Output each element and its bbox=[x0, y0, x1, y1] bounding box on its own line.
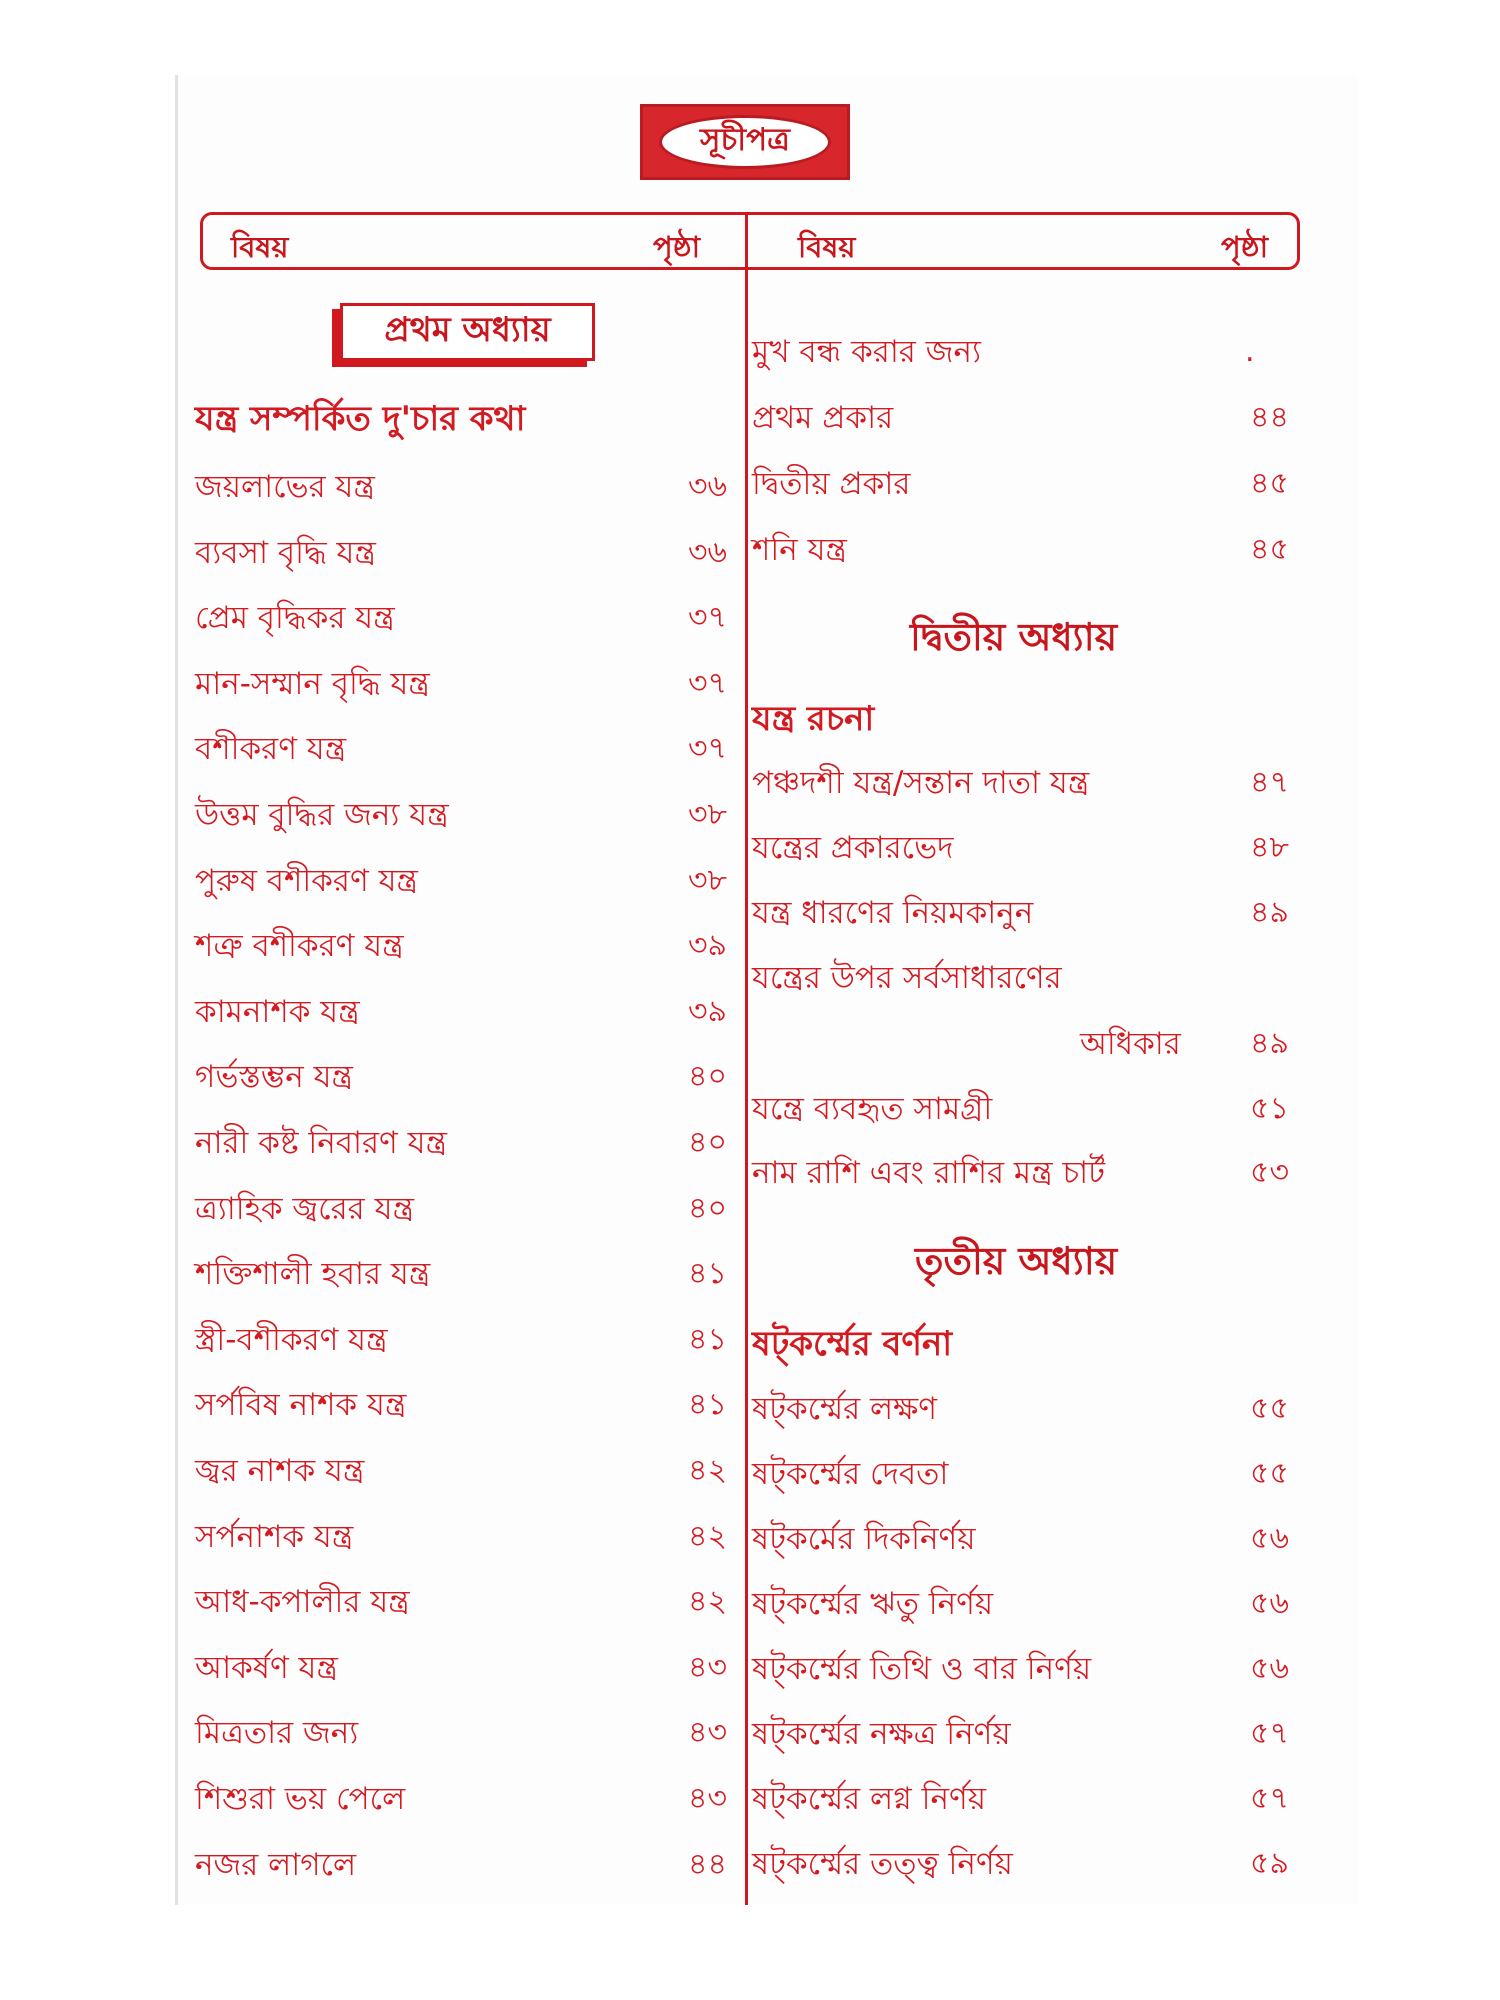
left-entry-page: ৩৯ bbox=[688, 928, 727, 964]
right-entry-page: ৪৪ bbox=[1250, 400, 1289, 435]
right-entry-text: ষট্‌কর্ম্মের তিথি ও বার নির্ণয় bbox=[752, 1651, 1092, 1687]
left-entry-page: ৩৭ bbox=[688, 665, 728, 701]
right-page-header: পৃষ্ঠা bbox=[1221, 230, 1268, 264]
right-entry-text: ষট্‌কর্ম্মের দেবতা bbox=[752, 1456, 949, 1492]
right-entry-text: দ্বিতীয় প্রকার bbox=[752, 466, 911, 502]
right-entry-text: ষট্‌কর্ম্মের ঋতু নির্ণয় bbox=[752, 1586, 994, 1622]
page-title: সূচীপত্র bbox=[659, 115, 831, 169]
left-entry-page: ৪২ bbox=[688, 1518, 727, 1554]
right-subject-header: বিষয় bbox=[798, 230, 856, 264]
left-entry-text: সর্পনাশক যন্ত্র bbox=[195, 1518, 354, 1555]
left-entry-page: ৩৭ bbox=[688, 600, 728, 636]
right-entry-page: ৫৭ bbox=[1250, 1716, 1289, 1751]
left-entry-text: আকর্ষণ যন্ত্র bbox=[195, 1649, 338, 1686]
right-entry-page: ৫৫ bbox=[1250, 1391, 1289, 1426]
left-entry-text: শিশুরা ভয় পেলে bbox=[195, 1781, 406, 1817]
left-entry-text: বশীকরণ যন্ত্র bbox=[195, 731, 347, 768]
left-entry-page: ৩৮ bbox=[688, 862, 727, 898]
left-entry-page: ৪৩ bbox=[688, 1649, 727, 1685]
left-page-header: পৃষ্ঠা bbox=[653, 230, 700, 264]
right-entry-page: ৪৫ bbox=[1250, 466, 1289, 501]
left-entry-page: ৪১ bbox=[688, 1256, 727, 1292]
left-entry-page: ৩৬ bbox=[688, 469, 728, 504]
left-entry-text: প্রেম বৃদ্ধিকর যন্ত্র bbox=[195, 600, 395, 637]
right-entry-page: ৪৭ bbox=[1250, 765, 1289, 800]
right-entry-text: ষট্‌কর্মের দিকনির্ণয় bbox=[752, 1521, 976, 1557]
left-entry-text: কামনাশক যন্ত্র bbox=[195, 993, 360, 1030]
left-entry-text: আধ-কপালীর যন্ত্র bbox=[195, 1584, 410, 1621]
left-entry-text: নজর লাগলে bbox=[195, 1846, 357, 1883]
right-entry-page: ৫৬ bbox=[1250, 1651, 1289, 1686]
right-entry-text: ষট্‌কর্ম্মের লক্ষণ bbox=[752, 1391, 938, 1427]
left-entry-text: শত্রু বশীকরণ যন্ত্র bbox=[195, 928, 404, 965]
left-entry-page: ৩৯ bbox=[688, 993, 727, 1029]
chapter-3-title: তৃতীয় অধ্যায় bbox=[915, 1239, 1118, 1283]
right-entry-page: ৪৫ bbox=[1250, 532, 1289, 567]
right-entry-text: যন্ত্রে ব্যবহৃত সামগ্রী bbox=[752, 1091, 993, 1127]
left-entry-page: ৪৩ bbox=[688, 1781, 727, 1816]
multiline-entry-line2: অধিকার bbox=[1080, 1026, 1181, 1062]
multiline-entry-line1: যন্ত্রের উপর সর্বসাধারণের bbox=[752, 960, 1062, 996]
left-entry-text: নারী কষ্ট নিবারণ যন্ত্র bbox=[195, 1125, 448, 1161]
left-entry-page: ৪০ bbox=[688, 1190, 727, 1226]
left-entry-page: ৪২ bbox=[688, 1453, 727, 1488]
chapter-2-title: দ্বিতীয় অধ্যায় bbox=[910, 615, 1118, 659]
left-entry-text: স্ত্রী-বশীকরণ যন্ত্র bbox=[195, 1321, 388, 1358]
right-entry-page: ৫৬ bbox=[1250, 1586, 1289, 1621]
right-entry-text: প্রথম প্রকার bbox=[752, 400, 894, 436]
right-entry-page: ৫৯ bbox=[1250, 1846, 1289, 1881]
right-entry-text: পঞ্চদশী যন্ত্র/সন্তান দাতা যন্ত্র bbox=[752, 765, 1090, 801]
right-entry-page: ৫৩ bbox=[1250, 1155, 1289, 1190]
left-entry-text: ত্র্যাহিক জ্বরের যন্ত্র bbox=[195, 1190, 414, 1227]
right-entry-text: যন্ত্রের প্রকারভেদ bbox=[752, 830, 954, 866]
left-entry-page: ৪৩ bbox=[688, 1715, 727, 1751]
left-entry-text: শক্তিশালী হবার যন্ত্র bbox=[195, 1256, 431, 1293]
left-entry-text: জয়লাভের যন্ত্র bbox=[195, 469, 375, 505]
left-subject-header: বিষয় bbox=[231, 230, 289, 264]
right-entry-page: ৪৯ bbox=[1250, 895, 1289, 930]
section-title: যন্ত্র সম্পর্কিত দু'চার কথা bbox=[195, 399, 526, 439]
chapter-1-title: প্রথম অধ্যায় bbox=[340, 303, 595, 361]
right-entry-text: ষট্‌কর্ম্মের লগ্ন নির্ণয় bbox=[752, 1781, 987, 1817]
left-entry-text: গর্ভস্তম্ভন যন্ত্র bbox=[195, 1059, 353, 1096]
left-entry-page: ৩৮ bbox=[688, 797, 727, 832]
right-entry-text: ষট্‌কর্ম্মের নক্ষত্র নির্ণয় bbox=[752, 1716, 1011, 1752]
left-entry-text: পুরুষ বশীকরণ যন্ত্র bbox=[195, 862, 418, 899]
right-entry-page: ৫৭ bbox=[1250, 1781, 1289, 1816]
left-entry-page: ৩৬ bbox=[688, 534, 728, 570]
left-entry-text: জ্বর নাশক যন্ত্র bbox=[195, 1453, 365, 1489]
left-entry-page: ৪১ bbox=[688, 1387, 727, 1423]
right-entry-page: ৫১ bbox=[1250, 1091, 1289, 1126]
right-entry-text: নাম রাশি এবং রাশির মন্ত্র চার্ট bbox=[752, 1155, 1106, 1191]
column-header-bar bbox=[200, 212, 1300, 270]
right-entry-page: ৫৬ bbox=[1250, 1521, 1289, 1556]
left-entry-text: মান-সম্মান বৃদ্ধি যন্ত্র bbox=[195, 665, 430, 702]
left-entry-text: উত্তম বুদ্ধির জন্য যন্ত্র bbox=[195, 797, 449, 833]
section-2-title: যন্ত্র রচনা bbox=[752, 699, 875, 739]
left-entry-page: ৪১ bbox=[688, 1321, 727, 1357]
intro-entry-text: মুখ বন্ধ করার জন্য bbox=[752, 334, 981, 370]
right-entry-text: যন্ত্র ধারণের নিয়মকানুন bbox=[752, 895, 1034, 931]
title-badge bbox=[640, 104, 850, 180]
left-entry-page: ৪৪ bbox=[688, 1846, 727, 1882]
section-3-title: ষট্‌কর্ম্মের বর্ণনা bbox=[752, 1324, 953, 1364]
left-entry-page: ৪০ bbox=[688, 1059, 727, 1095]
intro-entry-page: . bbox=[1245, 334, 1255, 369]
left-entry-page: ৩৭ bbox=[688, 731, 728, 767]
left-entry-text: ব্যবসা বৃদ্ধি যন্ত্র bbox=[195, 534, 376, 571]
column-divider bbox=[745, 212, 748, 1905]
left-entry-text: মিত্রতার জন্য bbox=[195, 1715, 359, 1752]
left-entry-page: ৪০ bbox=[688, 1125, 727, 1160]
left-entry-text: সর্পবিষ নাশক যন্ত্র bbox=[195, 1387, 407, 1424]
right-entry-text: ষট্‌কর্ম্মের তত্ত্ব নির্ণয় bbox=[752, 1846, 1013, 1882]
right-entry-page: ৫৫ bbox=[1250, 1456, 1289, 1491]
multiline-entry-page: ৪৯ bbox=[1250, 1026, 1289, 1061]
left-entry-page: ৪২ bbox=[688, 1584, 727, 1620]
right-entry-text: শনি যন্ত্র bbox=[752, 532, 847, 568]
right-entry-page: ৪৮ bbox=[1250, 830, 1289, 865]
